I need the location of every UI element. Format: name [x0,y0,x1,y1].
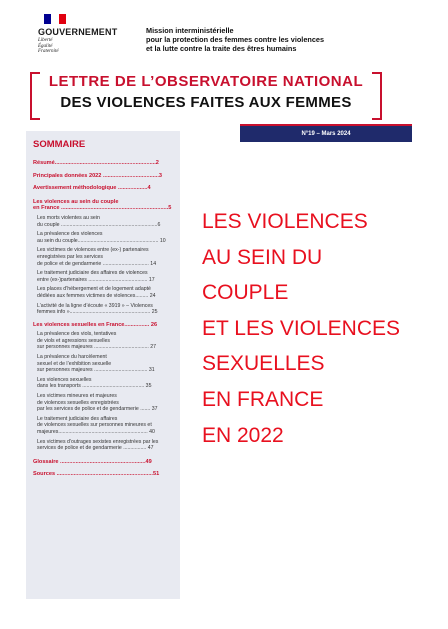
header-line-2: DES VIOLENCES FAITES AUX FEMMES [60,94,352,111]
toc-section-link[interactable] [33,173,175,180]
toc-line: Les violences au sein du couple [33,198,119,205]
motto-fraternite: Fraternité [38,49,59,54]
toc-subsection-link[interactable] [33,247,175,267]
toc-subsection-link[interactable] [33,303,175,316]
toc-line: Sources ..............................................................51 [33,471,160,478]
toc-line: Le traitement judiciaire des affaires de violences [37,270,148,277]
toc-line: Principales données 2022 ....................................3 [33,172,163,179]
title-line: AU SEIN DU [202,245,323,269]
title-line: EN FRANCE [202,387,324,411]
motto-liberte: Liberté [38,38,53,43]
toc-line: du couple ...................................................................6 [37,221,161,228]
toc-subsection-link[interactable] [33,439,175,452]
issue-badge: N°19 – Mars 2024 [240,124,412,142]
mission-name [146,26,324,53]
toc-section-link[interactable] [33,185,175,192]
table-of-contents [26,131,180,599]
title-line: ET LES VIOLENCES [202,316,401,340]
toc-line: enregistrées par les services [37,253,104,260]
left-bracket [30,72,40,120]
toc-line: La prévalence des violences [37,231,103,238]
title-line: COUPLE [202,281,289,305]
toc-line: sur personnes majeures ..................................... 31 [37,367,155,374]
newsletter-header [30,72,382,118]
toc-line: Les victimes de violences entre (ex-) partenaires [37,247,149,254]
toc-subsection-link[interactable] [33,377,175,390]
government-name: GOUVERNEMENT [38,27,118,37]
toc-line: Résumé.................................................................2 [33,160,159,166]
toc-line: de viols et agressions sexuelles [37,337,110,344]
toc-section-link[interactable] [33,199,175,212]
mission-line: pour la protection des femmes contre les violences [146,35,325,44]
toc-line: Le traitement judiciaire des affaires [37,415,118,422]
toc-line: par les services de police et de gendarmerie ....... 37 [37,406,158,413]
toc-line: sur personnes majeures ...................................... 27 [37,344,157,351]
toc-section-link[interactable] [33,160,175,167]
toc-subsection-link[interactable] [33,393,175,413]
toc-title: SOMMAIRE [33,139,86,150]
mission-line: et la lutte contre la traite des êtres humains [146,44,297,53]
title-line: SEXUELLES [202,352,325,376]
toc-line: dans les transports ........................................... 35 [37,383,152,390]
toc-line: Les morts violentes au sein [37,214,100,221]
toc-line: dédiées aux femmes victimes de violences......... 24 [37,292,156,299]
toc-section-link[interactable] [33,322,175,329]
title-line: EN 2022 [202,423,284,447]
title-line: LES VIOLENCES [202,210,368,233]
toc-line: sexuel et de l’exhibition sexuelle [37,360,112,367]
toc-line: de violences sexuelles sur personnes mineures et [37,422,152,429]
toc-line: en France .....................................................................5 [33,205,172,212]
toc-line: majeures.............................................................. 40 [37,429,155,435]
toc-line: Les violences sexuelles en France................ 26 [33,321,158,328]
toc-list [33,157,175,478]
right-bracket [372,72,382,120]
toc-line: Les victimes d’outrages sexistes enregistrées par les [37,438,159,445]
toc-line: L’activité de la ligne d’écoute « 3919 » – Violences [37,302,153,309]
toc-line: Avertissement méthodologique ...................4 [33,185,151,192]
toc-subsection-link[interactable] [33,331,175,351]
toc-line: La prévalence des viols, tentatives [37,331,117,338]
flag-icon [44,14,66,24]
toc-line: au sein du couple........................................................ 10 [37,237,166,244]
toc-line: femmes info »........................................................ 25 [37,309,158,316]
toc-line: services de police et de gendarmerie ................ 47 [37,445,154,452]
toc-subsection-link[interactable] [33,354,175,374]
toc-line: Glossaire .......................................................49 [33,458,152,465]
header-line-1: LETTRE DE L’OBSERVATOIRE NATIONAL [48,73,364,90]
toc-line: entre (ex-)partenaires ......................................... 17 [37,276,155,283]
mission-line: Mission interministérielle [146,26,234,35]
toc-line: La prévalence du harcèlement [37,354,107,361]
document-title [202,204,432,453]
toc-subsection-link[interactable] [33,270,175,283]
toc-subsection-link[interactable] [33,215,175,228]
toc-subsection-link[interactable] [33,231,175,244]
toc-subsection-link[interactable] [33,286,175,299]
toc-line: de police et de gendarmerie ................................ 14 [37,260,157,267]
toc-line: Les violences sexuelles [37,376,92,383]
motto-egalite: Égalité [38,43,53,49]
toc-subsection-link[interactable] [33,416,175,436]
toc-section-link[interactable] [33,471,175,478]
toc-line: Les victimes mineures et majeures [37,393,117,400]
government-motto [38,38,59,55]
toc-line: Les places d’hébergement et de logement adapté [37,286,151,293]
toc-section-link[interactable] [33,459,175,466]
toc-line: de violences sexuelles enregistrées [37,399,119,406]
